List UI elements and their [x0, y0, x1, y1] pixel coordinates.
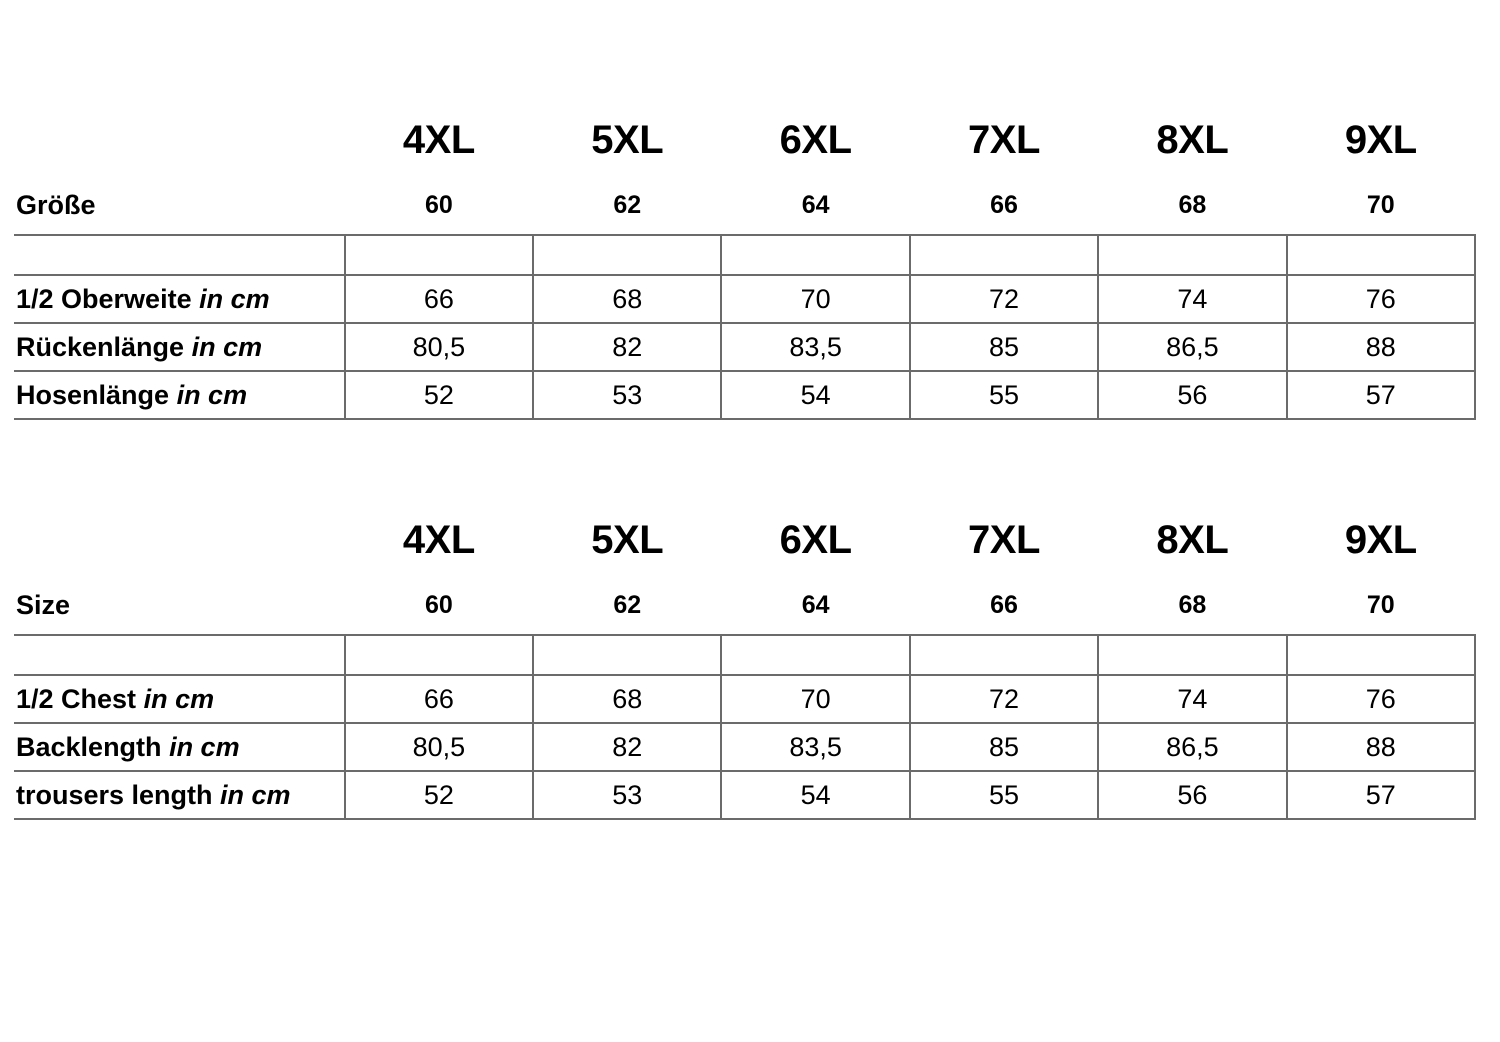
row-label-size: Size: [14, 576, 345, 635]
value-cell: 70: [721, 275, 909, 323]
size-code-cell: 64: [721, 176, 909, 235]
value-cell: 82: [533, 723, 721, 771]
value-cell: 76: [1287, 675, 1475, 723]
size-table-german: [14, 104, 1476, 420]
row-unit: in cm: [199, 283, 270, 314]
row-unit: in cm: [220, 779, 291, 810]
value-cell: 57: [1287, 771, 1475, 819]
size-code-cell: 64: [721, 576, 909, 635]
value-cell: 85: [910, 723, 1098, 771]
empty-corner-cell: [14, 104, 345, 176]
value-cell: 88: [1287, 723, 1475, 771]
row-label: [14, 723, 345, 771]
value-cell: 83,5: [721, 323, 909, 371]
spacer-cell: [910, 635, 1098, 675]
value-cell: 74: [1098, 275, 1286, 323]
size-code-cell: 70: [1287, 176, 1475, 235]
row-label-text: Hosenlänge: [16, 379, 170, 410]
empty-corner-cell: [14, 504, 345, 576]
size-code-cell: 68: [1098, 576, 1286, 635]
row-label-text: 1/2 Chest: [16, 683, 137, 714]
row-label-text: 1/2 Oberweite: [16, 283, 192, 314]
table-row-spacer: [14, 235, 1475, 275]
spacer-cell: [1287, 635, 1475, 675]
size-header-cell: 8XL: [1156, 117, 1229, 162]
value-cell: 54: [721, 371, 909, 419]
size-code-cell: 68: [1098, 176, 1286, 235]
row-label: [14, 275, 345, 323]
size-header-cell: 4XL: [402, 517, 475, 562]
table-row-size-headers: [14, 504, 1475, 576]
size-header-cell: 5XL: [591, 117, 664, 162]
spacer-cell: [533, 635, 721, 675]
spacer-label-cell: [14, 235, 345, 275]
value-cell: 76: [1287, 275, 1475, 323]
spacer-cell: [721, 235, 909, 275]
spacer-label-cell: [14, 635, 345, 675]
table-row: [14, 771, 1475, 819]
size-header-cell: 7XL: [968, 517, 1040, 562]
value-cell: 56: [1098, 371, 1286, 419]
size-header-cell: 9XL: [1344, 517, 1417, 562]
value-cell: 85: [910, 323, 1098, 371]
value-cell: 88: [1287, 323, 1475, 371]
value-cell: 86,5: [1098, 723, 1286, 771]
value-cell: 82: [533, 323, 721, 371]
row-unit: in cm: [143, 683, 215, 714]
row-label: [14, 371, 345, 419]
value-cell: 66: [345, 275, 533, 323]
value-cell: 74: [1098, 675, 1286, 723]
value-cell: 52: [345, 371, 533, 419]
spacer-cell: [533, 235, 721, 275]
row-label: [14, 323, 345, 371]
size-code-cell: 60: [345, 576, 533, 635]
value-cell: 56: [1098, 771, 1286, 819]
value-cell: 80,5: [345, 323, 533, 371]
size-code-cell: 62: [533, 176, 721, 235]
size-header-cell: 4XL: [402, 117, 475, 162]
size-header-cell: 7XL: [968, 117, 1040, 162]
value-cell: 55: [910, 371, 1098, 419]
size-header-cell: 9XL: [1344, 117, 1417, 162]
table-row: [14, 371, 1475, 419]
size-header-cell: 8XL: [1156, 517, 1229, 562]
size-code-cell: 66: [910, 576, 1098, 635]
size-code-cell: 62: [533, 576, 721, 635]
row-label-text: trousers length: [16, 779, 213, 810]
value-cell: 72: [910, 275, 1098, 323]
size-code-cell: 70: [1287, 576, 1475, 635]
spacer-cell: [345, 635, 533, 675]
value-cell: 68: [533, 275, 721, 323]
size-header-cell: 5XL: [591, 517, 664, 562]
row-unit: in cm: [191, 331, 263, 362]
value-cell: 68: [533, 675, 721, 723]
table-row-size-code: [14, 176, 1475, 235]
table-row-size-headers: [14, 104, 1475, 176]
spacer-cell: [721, 635, 909, 675]
spacer-cell: [1098, 635, 1286, 675]
size-code-cell: 60: [345, 176, 533, 235]
value-cell: 55: [910, 771, 1098, 819]
spacer-cell: [1287, 235, 1475, 275]
table-row: [14, 723, 1475, 771]
spacer-cell: [345, 235, 533, 275]
value-cell: 57: [1287, 371, 1475, 419]
row-label: [14, 675, 345, 723]
value-cell: 54: [721, 771, 909, 819]
value-cell: 66: [345, 675, 533, 723]
table-row-spacer: [14, 635, 1475, 675]
row-label-text: Backlength: [16, 731, 162, 762]
value-cell: 53: [533, 771, 721, 819]
value-cell: 53: [533, 371, 721, 419]
row-label-groesse: Größe: [14, 176, 345, 235]
value-cell: 86,5: [1098, 323, 1286, 371]
spacer-cell: [1098, 235, 1286, 275]
row-unit: in cm: [169, 731, 240, 762]
size-table-english: [14, 504, 1476, 820]
size-code-cell: 66: [910, 176, 1098, 235]
value-cell: 70: [721, 675, 909, 723]
size-header-cell: 6XL: [779, 517, 852, 562]
table-row: [14, 323, 1475, 371]
value-cell: 80,5: [345, 723, 533, 771]
row-label: [14, 771, 345, 819]
row-label-text: Rückenlänge: [16, 331, 185, 362]
table-row: [14, 675, 1475, 723]
value-cell: 83,5: [721, 723, 909, 771]
table-row: [14, 275, 1475, 323]
value-cell: 52: [345, 771, 533, 819]
row-unit: in cm: [176, 379, 248, 410]
table-row-size-code: [14, 576, 1475, 635]
size-header-cell: 6XL: [779, 117, 852, 162]
spacer-cell: [910, 235, 1098, 275]
value-cell: 72: [910, 675, 1098, 723]
